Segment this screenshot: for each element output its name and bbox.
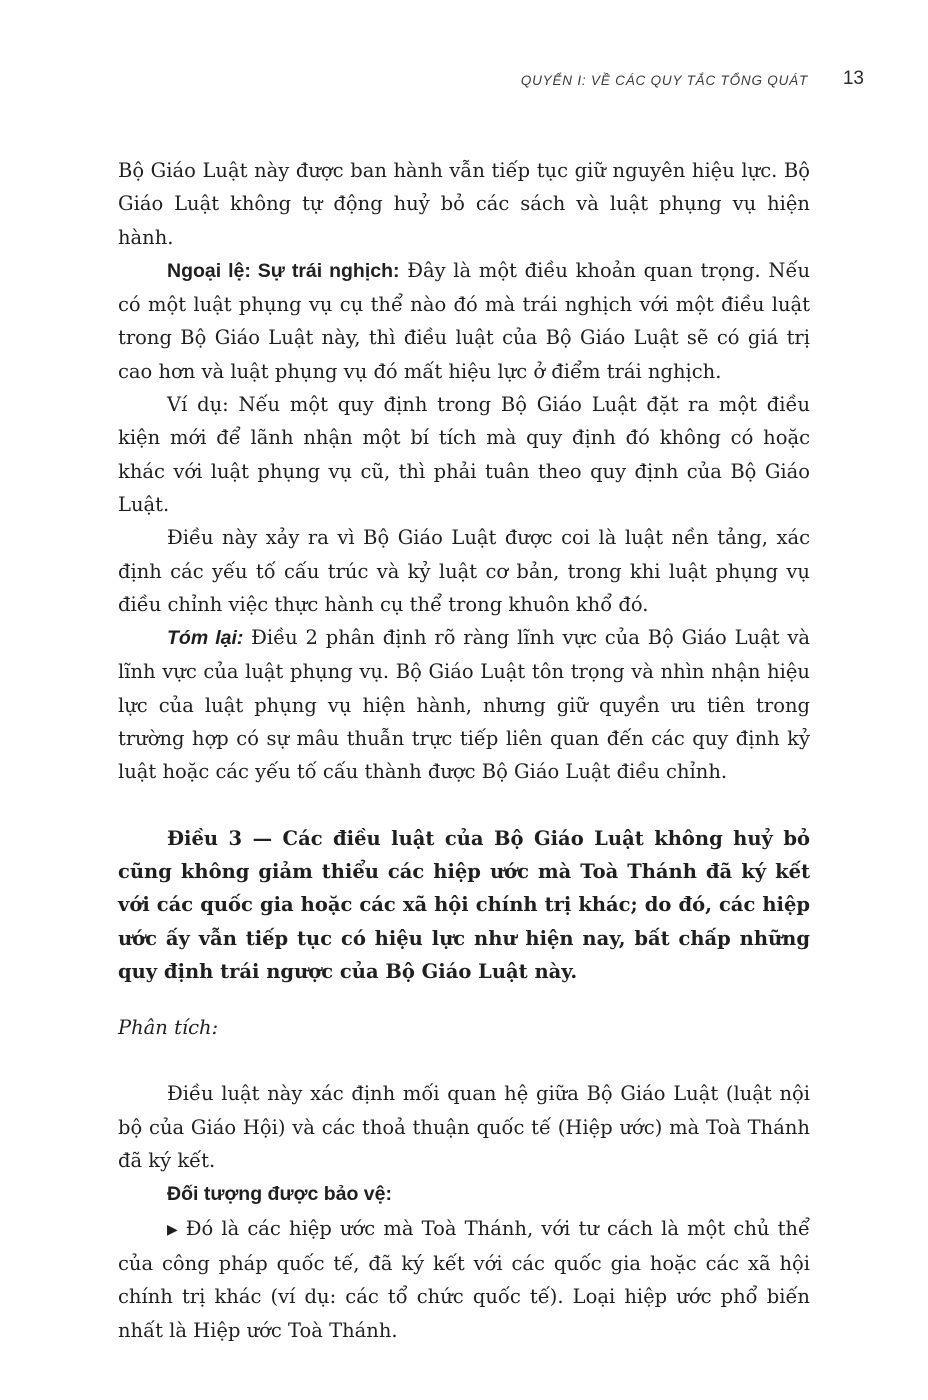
paragraph-text: Đây là một điều khoản quan trọng. Nếu có một luật phụng vụ cụ thể nào đó mà trái nghịch với một điều luật trong Bộ Giáo Luật này, thì điều luật của Bộ Giáo Luật sẽ có giá trị cao hơn và luật phụng vụ đó mất hiệu lực ở điểm trái nghịch. — [118, 258, 810, 383]
paragraph: Bộ Giáo Luật này được ban hành vẫn tiếp tục giữ nguyên hiệu lực. Bộ Giáo Luật không tự động huỷ bỏ các sách và luật phụng vụ hiện hành. — [118, 159, 810, 249]
paragraph: Điều luật này xác định mối quan hệ giữa Bộ Giáo Luật (luật nội bộ của Giáo Hội) và các thoả thuận quốc tế (Hiệp ước) mà Toà Thánh đã ký kết. — [118, 1082, 810, 1173]
article-heading: Điều 3 — Các điều luật của Bộ Giáo Luật không huỷ bỏ cũng không giảm thiểu các hiệp ước mà Toà Thánh đã ký kết với các quốc gia hoặc các xã hội chính trị khác; do đó, các hiệp ước ấy vẫn tiếp tục có hiệu lực như hiện nay, bất chấp những quy định trái ngược của Bộ Giáo Luật này. — [118, 826, 810, 983]
paragraph — [118, 254, 810, 388]
paragraph-label: Tóm lại: — [167, 627, 244, 650]
page-body — [118, 154, 810, 1347]
paragraph-label: Ngoại lệ: Sự trái nghịch: — [167, 259, 400, 282]
page-number: 13 — [842, 68, 864, 89]
list-item-text: Đó là các hiệp ước mà Toà Thánh, với tư cách là một chủ thể của công pháp quốc tế, đã ký kết với các quốc gia hoặc các xã hội chính trị khác (ví dụ: các tổ chức quốc tế). Loại hiệp ước phổ biến nhất là Hiệp ước Toà Thánh. — [118, 1216, 810, 1342]
running-header — [0, 68, 928, 98]
paragraph — [118, 1177, 810, 1211]
analysis-label: Phân tích: — [118, 1016, 219, 1040]
list-item — [118, 1212, 810, 1347]
subheading: Đối tượng được bảo vệ: — [167, 1183, 392, 1206]
chapter-title: QUYỂN I: VỀ CÁC QUY TẮC TỔNG QUÁT — [520, 73, 808, 88]
paragraph — [118, 621, 810, 788]
paragraph: Điều này xảy ra vì Bộ Giáo Luật được coi là luật nền tảng, xác định các yếu tố cấu trúc và kỷ luật cơ bản, trong khi luật phụng vụ điều chỉnh việc thực hành cụ thể trong khuôn khổ đó. — [118, 526, 810, 616]
paragraph: Ví dụ: Nếu một quy định trong Bộ Giáo Luật đặt ra một điều kiện mới để lãnh nhận một bí tích mà quy định đó không có hoặc khác với luật phụng vụ cũ, thì phải tuân theo quy định của Bộ Giáo Luật. — [118, 393, 810, 516]
paragraph-text: Điều 2 phân định rõ ràng lĩnh vực của Bộ Giáo Luật và lĩnh vực của luật phụng vụ. Bộ Giáo Luật tôn trọng và nhìn nhận hiệu lực của luật phụng vụ hiện hành, nhưng giữ quyền ưu tiên trong trường hợp có sự mâu thuẫn trực tiếp liên quan đến các quy định kỷ luật hoặc các yếu tố cấu thành được Bộ Giáo Luật điều chỉnh. — [118, 626, 810, 784]
triangle-bullet-icon: ▶ — [167, 1221, 180, 1238]
